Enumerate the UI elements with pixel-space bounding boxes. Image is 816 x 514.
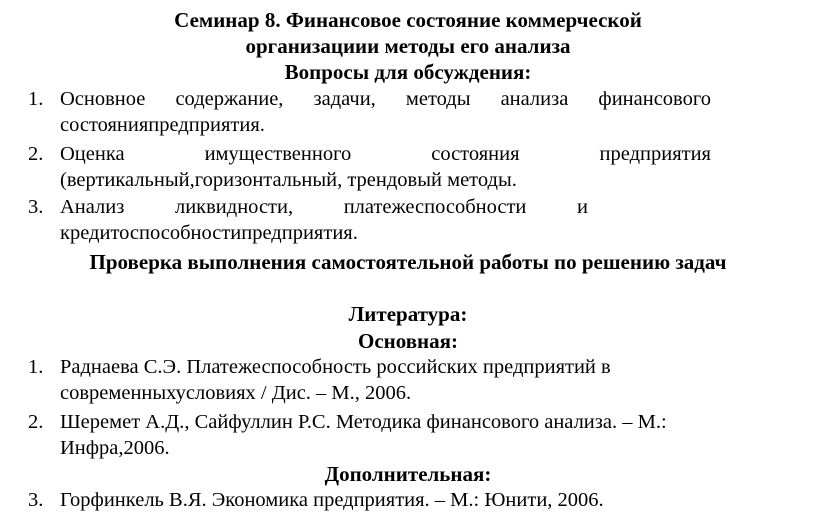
question-text-line-2: (вертикальный,горизонтальный, трендовый методы.: [60, 169, 517, 191]
question-number: 1.: [28, 88, 44, 110]
questions-heading: Вопросы для обсуждения:: [284, 60, 532, 84]
self-study-check-heading: Проверка выполнения самостоятельной работы по решению задач: [89, 250, 727, 274]
literature-number: 1.: [28, 356, 44, 378]
literature-text-line-2: современныхусловиях / Дис. – М., 2006.: [60, 382, 412, 404]
question-text-line-1: Анализ ликвидности, платежеспособности и: [60, 196, 588, 218]
literature-text-line-1: Раднаева С.Э. Платежеспособность российских предприятий в: [60, 356, 611, 378]
question-text-line-1: Основное содержание, задачи, методы анализа финансового: [60, 88, 711, 110]
seminar-title-line-2: организациии методы его анализа: [245, 34, 571, 58]
literature-number: 3.: [28, 489, 44, 511]
literature-heading: Литература:: [348, 302, 468, 326]
literature-text-line-1: Горфинкель В.Я. Экономика предприятия. – М.: Юнити, 2006.: [60, 489, 604, 511]
additional-literature-heading: Дополнительная:: [324, 462, 492, 486]
literature-text-line-2: Инфра,2006.: [60, 437, 170, 459]
literature-text-line-1: Шеремет А.Д., Сайфуллин Р.С. Методика финансового анализа. – М.:: [60, 411, 667, 433]
question-text-line-2: кредитоспособностипредприятия.: [60, 222, 358, 244]
question-number: 2.: [28, 143, 44, 165]
question-number: 3.: [28, 196, 44, 218]
question-text-line-2: состоянияпредприятия.: [60, 114, 265, 136]
question-text-line-1: Оценка имущественного состояния предприятия: [60, 143, 711, 165]
seminar-title-line-1: Семинар 8. Финансовое состояние коммерческой: [174, 8, 642, 32]
literature-number: 2.: [28, 411, 44, 433]
main-literature-heading: Основная:: [357, 329, 459, 353]
